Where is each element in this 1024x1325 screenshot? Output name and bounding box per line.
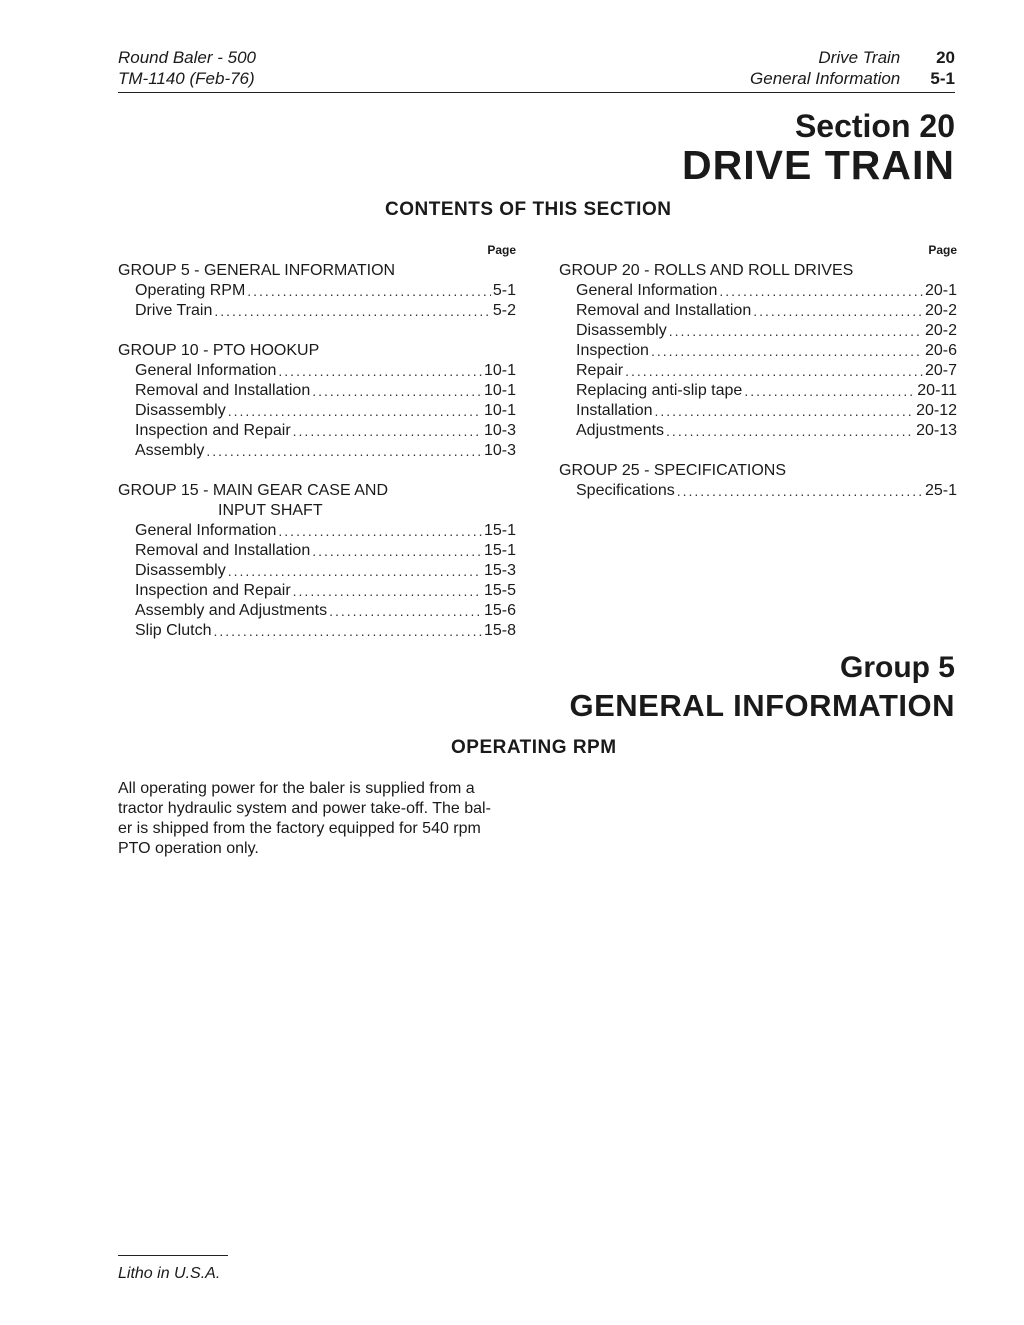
toc-entry[interactable] [118, 421, 516, 441]
toc-entry[interactable] [118, 381, 516, 401]
toc-entry[interactable] [559, 321, 957, 341]
dot-leader [666, 421, 914, 441]
section-number: Section 20 [794, 108, 955, 144]
toc-entry-page: 5-1 [492, 282, 516, 299]
toc-entry-label: Installation [576, 402, 653, 419]
paragraph-line: PTO operation only. [118, 840, 259, 857]
dot-leader [206, 441, 482, 461]
contents-group-title: GROUP 25 - SPECIFICATIONS [559, 462, 787, 479]
contents-group [559, 261, 957, 441]
header-right-line1 [750, 47, 955, 68]
dot-leader [247, 281, 491, 301]
toc-entry[interactable] [559, 341, 957, 361]
toc-entry-label: Assembly [135, 442, 205, 459]
dot-leader [753, 301, 923, 321]
contents-right-groups [559, 261, 957, 501]
toc-entry[interactable] [559, 481, 957, 501]
toc-entry-label: Removal and Installation [576, 302, 752, 319]
dot-leader [213, 621, 481, 641]
contents-group [118, 341, 516, 461]
dot-leader [651, 341, 923, 361]
paragraph-line: All operating power for the baler is supplied from a [118, 780, 475, 797]
toc-entry-page: 20-13 [916, 422, 957, 439]
dot-leader [293, 421, 482, 441]
footer-rule [118, 1255, 228, 1256]
header-right-line2 [750, 68, 955, 89]
toc-entry-page: 15-3 [483, 562, 516, 579]
toc-entry-page: 15-5 [483, 582, 516, 599]
toc-entry-page: 20-2 [924, 302, 957, 319]
header-page-number: 5-1 [930, 69, 955, 88]
toc-entry[interactable] [118, 561, 516, 581]
toc-entry-label: Repair [576, 362, 624, 379]
toc-entry-page: 10-3 [483, 442, 516, 459]
toc-entry-page: 20-1 [924, 282, 957, 299]
toc-entry[interactable] [559, 381, 957, 401]
toc-entry-label: Disassembly [576, 322, 667, 339]
contents-left-column [118, 243, 516, 661]
toc-entry[interactable] [118, 601, 516, 621]
toc-entry-label: Inspection and Repair [135, 582, 291, 599]
header-right [750, 47, 955, 89]
dot-leader [293, 581, 482, 601]
page-column-heading: Page [487, 243, 516, 257]
dot-leader [312, 381, 482, 401]
dot-leader [278, 521, 482, 541]
group-number: Group 5 [839, 651, 955, 684]
paragraph-line: er is shipped from the factory equipped for 540 rpm [118, 820, 481, 837]
paragraph-line: tractor hydraulic system and power take-off. The bal- [118, 800, 491, 817]
contents-right-column [559, 243, 957, 521]
toc-entry-label: Removal and Installation [135, 382, 311, 399]
header-group-name: General Information [750, 69, 901, 88]
toc-entry-label: General Information [576, 282, 718, 299]
toc-entry-page: 20-12 [916, 402, 957, 419]
contents-group [559, 461, 957, 501]
toc-entry-label: Assembly and Adjustments [135, 602, 328, 619]
contents-group-title: GROUP 5 - GENERAL INFORMATION [118, 262, 396, 279]
manual-title: Round Baler - 500 [118, 48, 256, 67]
toc-entry[interactable] [118, 541, 516, 561]
contents-group [118, 261, 516, 321]
toc-entry-label: Replacing anti-slip tape [576, 382, 743, 399]
toc-entry[interactable] [559, 281, 957, 301]
toc-entry-page: 15-1 [483, 542, 516, 559]
dot-leader [719, 281, 923, 301]
toc-entry[interactable] [118, 441, 516, 461]
contents-group [118, 481, 516, 641]
toc-entry[interactable] [118, 581, 516, 601]
toc-entry-label: General Information [135, 362, 277, 379]
toc-entry-page: 20-11 [917, 382, 957, 399]
toc-entry-label: Inspection and Repair [135, 422, 291, 439]
dot-leader [228, 561, 482, 581]
toc-entry-page: 15-1 [483, 522, 516, 539]
toc-entry[interactable] [118, 361, 516, 381]
contents-left-groups [118, 261, 516, 641]
dot-leader [744, 381, 915, 401]
toc-entry[interactable] [118, 521, 516, 541]
toc-entry-label: Removal and Installation [135, 542, 311, 559]
toc-entry-page: 10-1 [483, 362, 516, 379]
toc-entry[interactable] [559, 421, 957, 441]
toc-entry-page: 20-6 [924, 342, 957, 359]
toc-entry-label: Disassembly [135, 562, 226, 579]
toc-entry-label: Operating RPM [135, 282, 246, 299]
dot-leader [278, 361, 482, 381]
toc-entry-page: 15-8 [483, 622, 516, 639]
toc-entry-page: 5-2 [492, 302, 516, 319]
dot-leader [312, 541, 482, 561]
toc-entry-label: Inspection [576, 342, 649, 359]
page-column-heading: Page [928, 243, 957, 257]
toc-entry-label: Drive Train [135, 302, 213, 319]
toc-entry[interactable] [559, 401, 957, 421]
toc-entry-page: 20-2 [924, 322, 957, 339]
group-title: GENERAL INFORMATION [569, 688, 955, 723]
operating-rpm-heading: OPERATING RPM [451, 737, 617, 758]
section-title: DRIVE TRAIN [682, 142, 955, 188]
contents-group-title: GROUP 10 - PTO HOOKUP [118, 342, 320, 359]
contents-group-title: GROUP 20 - ROLLS AND ROLL DRIVES [559, 262, 854, 279]
contents-group-title-line2: INPUT SHAFT [218, 502, 323, 519]
toc-entry-label: Slip Clutch [135, 622, 212, 639]
dot-leader [655, 401, 915, 421]
toc-entry-label: Specifications [576, 482, 675, 499]
dot-leader [625, 361, 923, 381]
header-rule [118, 92, 955, 93]
toc-entry-page: 10-1 [483, 402, 516, 419]
dot-leader [214, 301, 491, 321]
toc-entry[interactable] [559, 301, 957, 321]
operating-rpm-paragraph [118, 779, 518, 859]
dot-leader [669, 321, 923, 341]
toc-entry[interactable] [559, 361, 957, 381]
toc-entry-page: 10-3 [483, 422, 516, 439]
contents-group-title: GROUP 15 - MAIN GEAR CASE AND [118, 482, 388, 499]
contents-title: CONTENTS OF THIS SECTION [385, 199, 672, 220]
toc-entry-page: 15-6 [483, 602, 516, 619]
toc-entry-label: General Information [135, 522, 277, 539]
header-section-number: 20 [936, 48, 955, 67]
footer-text: Litho in U.S.A. [118, 1265, 221, 1282]
header-left [118, 47, 256, 89]
toc-entry-page: 20-7 [924, 362, 957, 379]
manual-number: TM-1140 (Feb-76) [118, 69, 255, 88]
toc-entry[interactable] [118, 401, 516, 421]
toc-entry[interactable] [118, 281, 516, 301]
dot-leader [228, 401, 482, 421]
toc-entry[interactable] [118, 301, 516, 321]
dot-leader [677, 481, 923, 501]
toc-entry-page: 10-1 [483, 382, 516, 399]
dot-leader [329, 601, 482, 621]
toc-entry[interactable] [118, 621, 516, 641]
header-section-name: Drive Train [818, 48, 901, 67]
toc-entry-page: 25-1 [924, 482, 957, 499]
toc-entry-label: Adjustments [576, 422, 665, 439]
toc-entry-label: Disassembly [135, 402, 226, 419]
